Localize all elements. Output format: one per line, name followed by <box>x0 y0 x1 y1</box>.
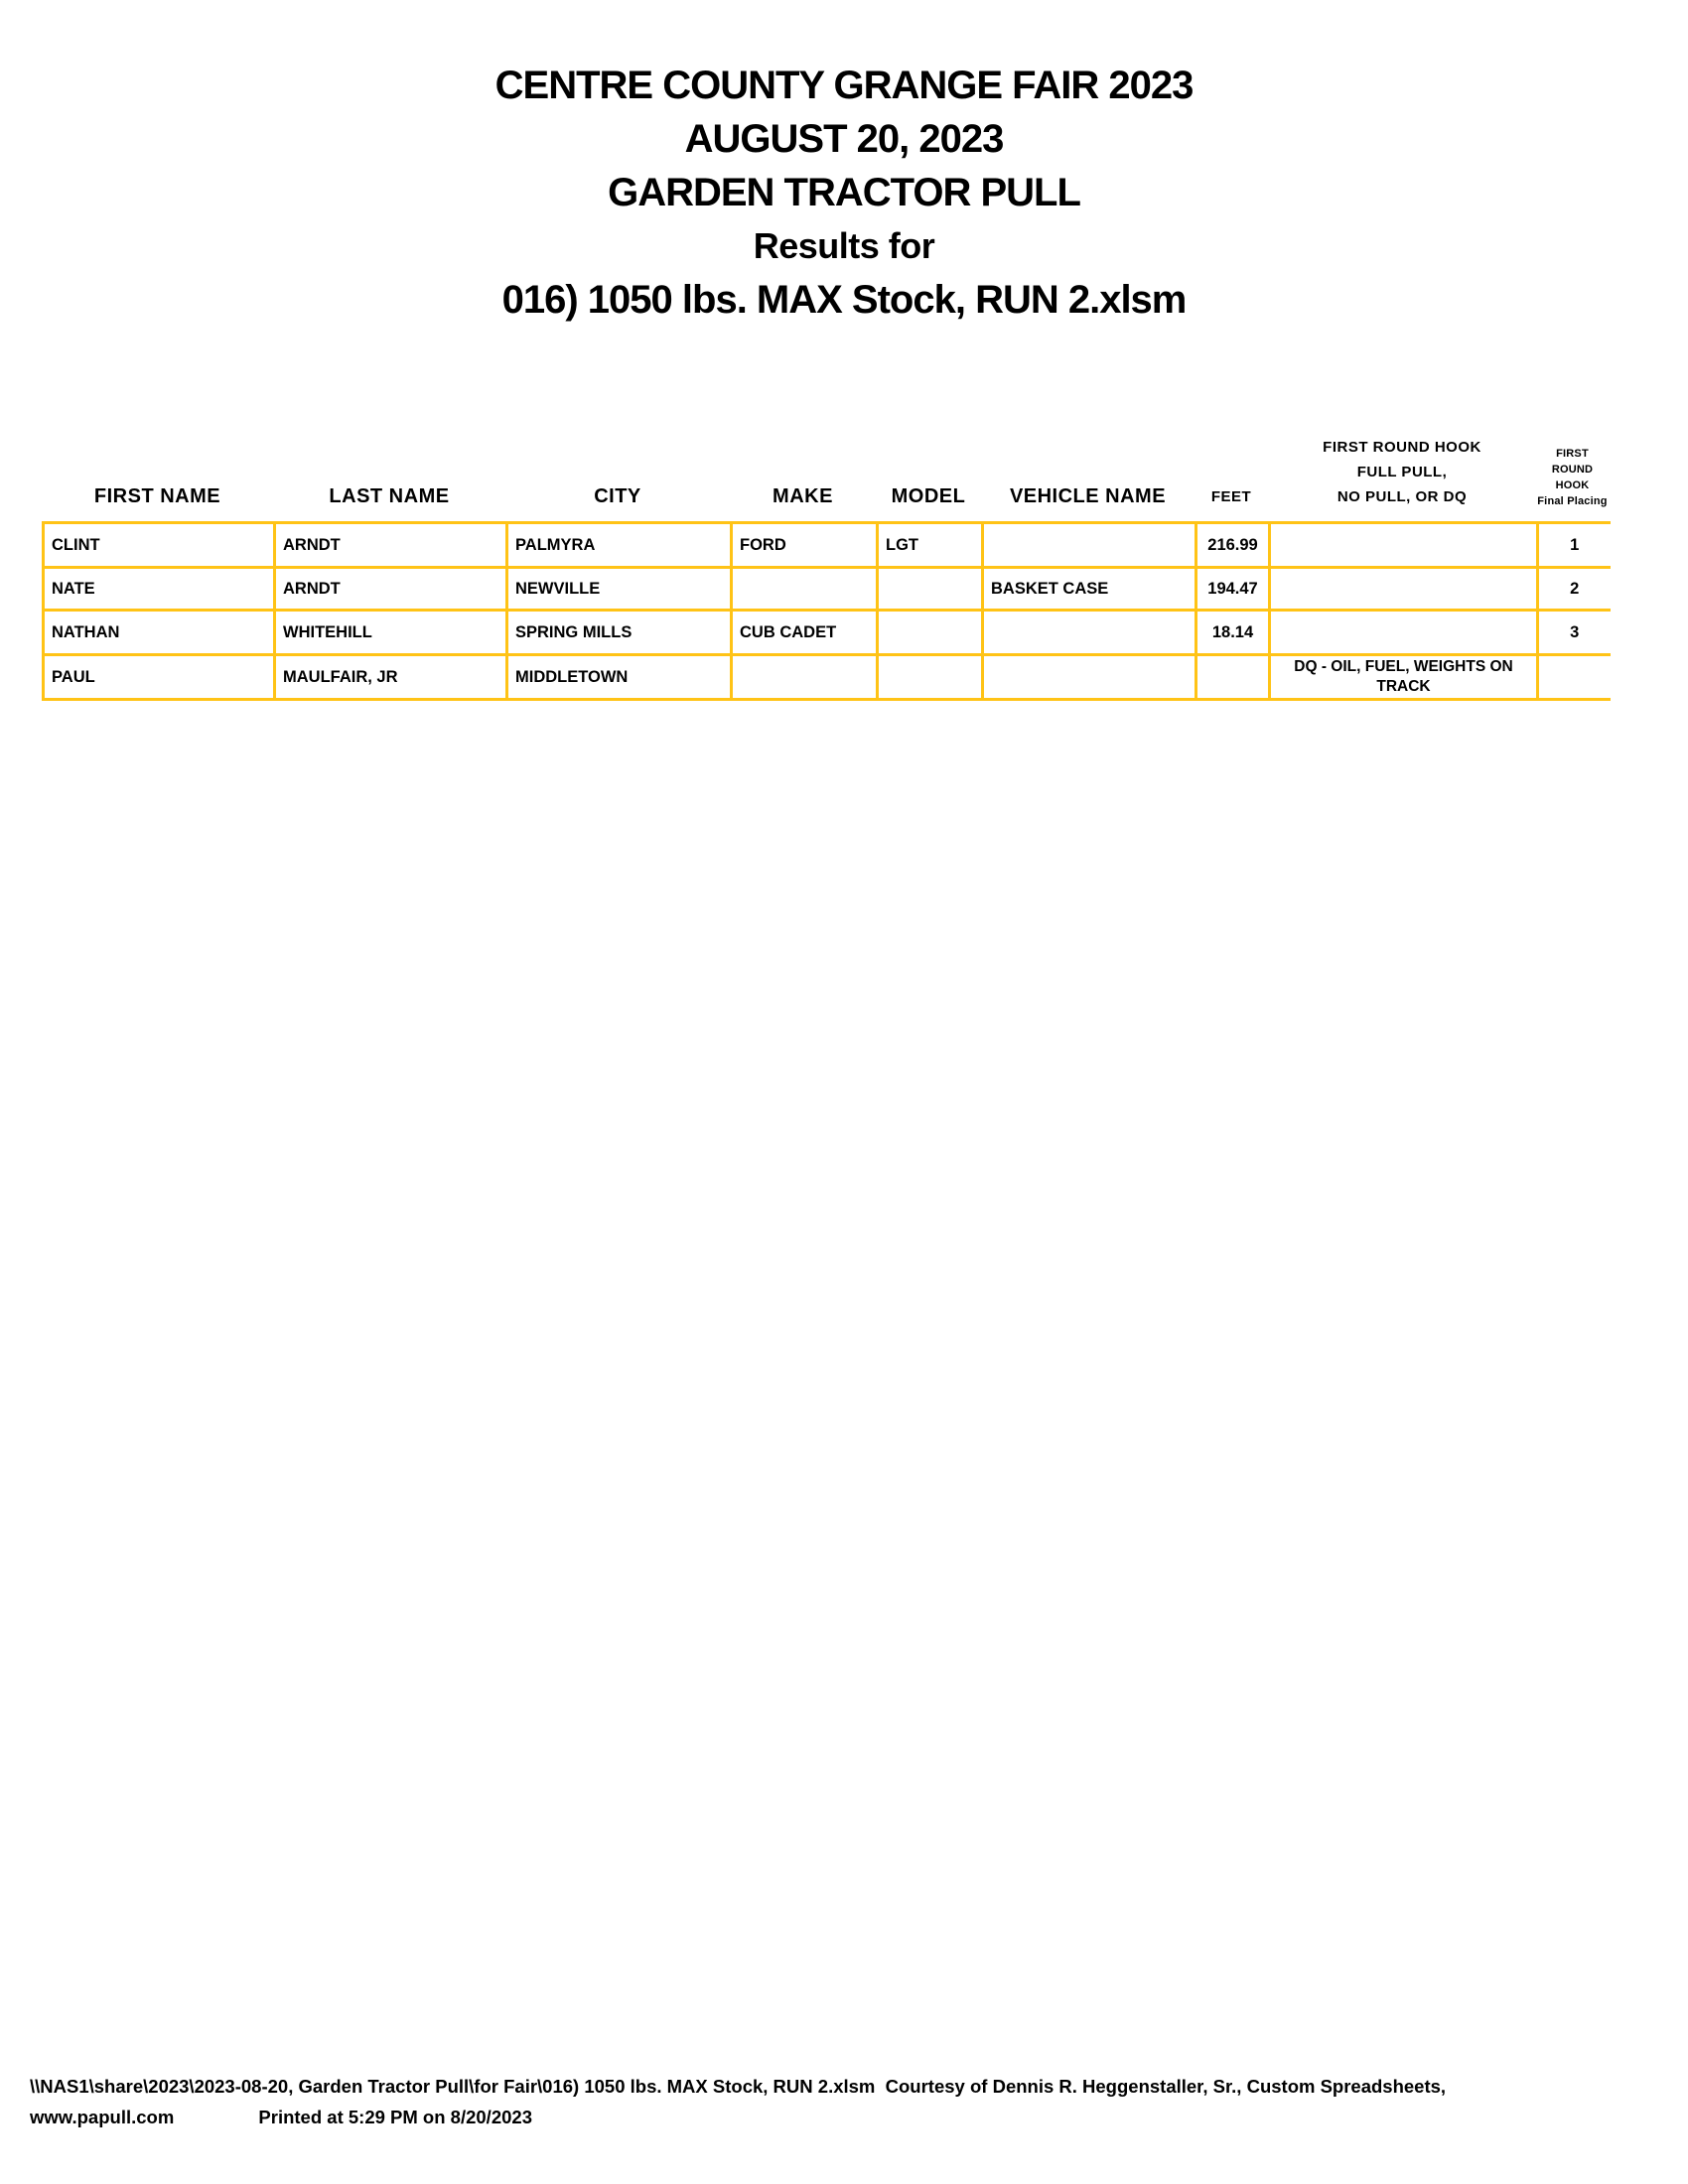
title-results-for: Results for <box>753 225 935 266</box>
column-header-label-line: HOOK <box>1555 479 1590 491</box>
results-table-header <box>42 427 1609 521</box>
cell-first-round-hook <box>1270 568 1538 611</box>
column-header-label: VEHICLE NAME <box>1009 485 1167 507</box>
footer <box>30 2071 1446 2132</box>
column-header-final-placing <box>1536 427 1609 521</box>
footer-printed-timestamp: Printed at 5:29 PM on 8/20/2023 <box>258 2107 532 2127</box>
footer-line-2 <box>30 2102 1446 2132</box>
cell-final-placing: 2 <box>1538 568 1611 611</box>
column-header-label: CITY <box>594 485 641 507</box>
cell-model: LGT <box>878 523 983 568</box>
cell-model <box>878 655 983 700</box>
cell-city: PALMYRA <box>507 523 732 568</box>
column-header-city <box>505 427 730 521</box>
footer-website: www.papull.com <box>30 2107 175 2127</box>
cell-vehicle-name <box>983 611 1196 655</box>
cell-last-name: MAULFAIR, JR <box>275 655 507 700</box>
column-header-label: MAKE <box>773 485 833 507</box>
cell-make: FORD <box>732 523 878 568</box>
cell-make <box>732 568 878 611</box>
cell-vehicle-name: BASKET CASE <box>983 568 1196 611</box>
table-row <box>44 655 1611 700</box>
column-header-last-name <box>273 427 505 521</box>
cell-first-name: NATHAN <box>44 611 275 655</box>
column-header-label-line: NO PULL, OR DQ <box>1336 488 1468 505</box>
column-header-label-line: FIRST ROUND <box>1551 448 1594 476</box>
cell-feet <box>1196 655 1270 700</box>
cell-vehicle-name <box>983 523 1196 568</box>
cell-feet: 194.47 <box>1196 568 1270 611</box>
cell-feet: 216.99 <box>1196 523 1270 568</box>
column-header-model <box>876 427 981 521</box>
table-row <box>44 611 1611 655</box>
cell-city: SPRING MILLS <box>507 611 732 655</box>
cell-make <box>732 655 878 700</box>
title-block <box>0 59 1688 327</box>
results-table <box>42 521 1611 701</box>
column-header-first-round-hook <box>1268 427 1536 521</box>
column-header-label: FIRST NAME <box>93 485 221 507</box>
cell-model <box>878 568 983 611</box>
cell-first-round-hook: DQ - OIL, FUEL, WEIGHTS ON TRACK <box>1270 655 1538 700</box>
column-header-label: MODEL <box>891 485 966 507</box>
cell-city: NEWVILLE <box>507 568 732 611</box>
column-header-make <box>730 427 876 521</box>
title-class-file: 016) 1050 lbs. MAX Stock, RUN 2.xlsm <box>501 278 1187 322</box>
footer-file-path: \\NAS1\share\2023\2023-08-20, Garden Tractor Pull\for Fair\016) 1050 lbs. MAX Stock, RUN 2.xlsm Courtesy of Dennis R. Heggenstaller, Sr., Custom Spreadsheets, <box>30 2076 1447 2097</box>
column-header-label: LAST NAME <box>329 485 450 507</box>
cell-first-name: CLINT <box>44 523 275 568</box>
cell-final-placing <box>1538 655 1611 700</box>
cell-make: CUB CADET <box>732 611 878 655</box>
title-event-name: CENTRE COUNTY GRANGE FAIR 2023 <box>494 64 1194 107</box>
cell-final-placing: 3 <box>1538 611 1611 655</box>
column-header-label-line: FULL PULL, <box>1356 464 1448 480</box>
cell-model <box>878 611 983 655</box>
title-event-date: AUGUST 20, 2023 <box>684 117 1004 161</box>
cell-first-name: NATE <box>44 568 275 611</box>
cell-last-name: WHITEHILL <box>275 611 507 655</box>
cell-last-name: ARNDT <box>275 568 507 611</box>
table-row <box>44 523 1611 568</box>
column-header-label-line: FIRST ROUND HOOK <box>1323 439 1481 456</box>
cell-feet: 18.14 <box>1196 611 1270 655</box>
column-header-label: FEET <box>1210 488 1252 505</box>
column-header-first-name <box>42 427 273 521</box>
title-event-type: GARDEN TRACTOR PULL <box>608 171 1080 214</box>
cell-final-placing: 1 <box>1538 523 1611 568</box>
cell-last-name: ARNDT <box>275 523 507 568</box>
cell-first-round-hook <box>1270 611 1538 655</box>
column-header-vehicle-name <box>981 427 1195 521</box>
cell-city: MIDDLETOWN <box>507 655 732 700</box>
cell-first-round-hook <box>1270 523 1538 568</box>
cell-vehicle-name <box>983 655 1196 700</box>
table-row <box>44 568 1611 611</box>
cell-first-name: PAUL <box>44 655 275 700</box>
column-header-feet <box>1195 427 1268 521</box>
column-header-label-line: Final Placing <box>1537 495 1608 507</box>
